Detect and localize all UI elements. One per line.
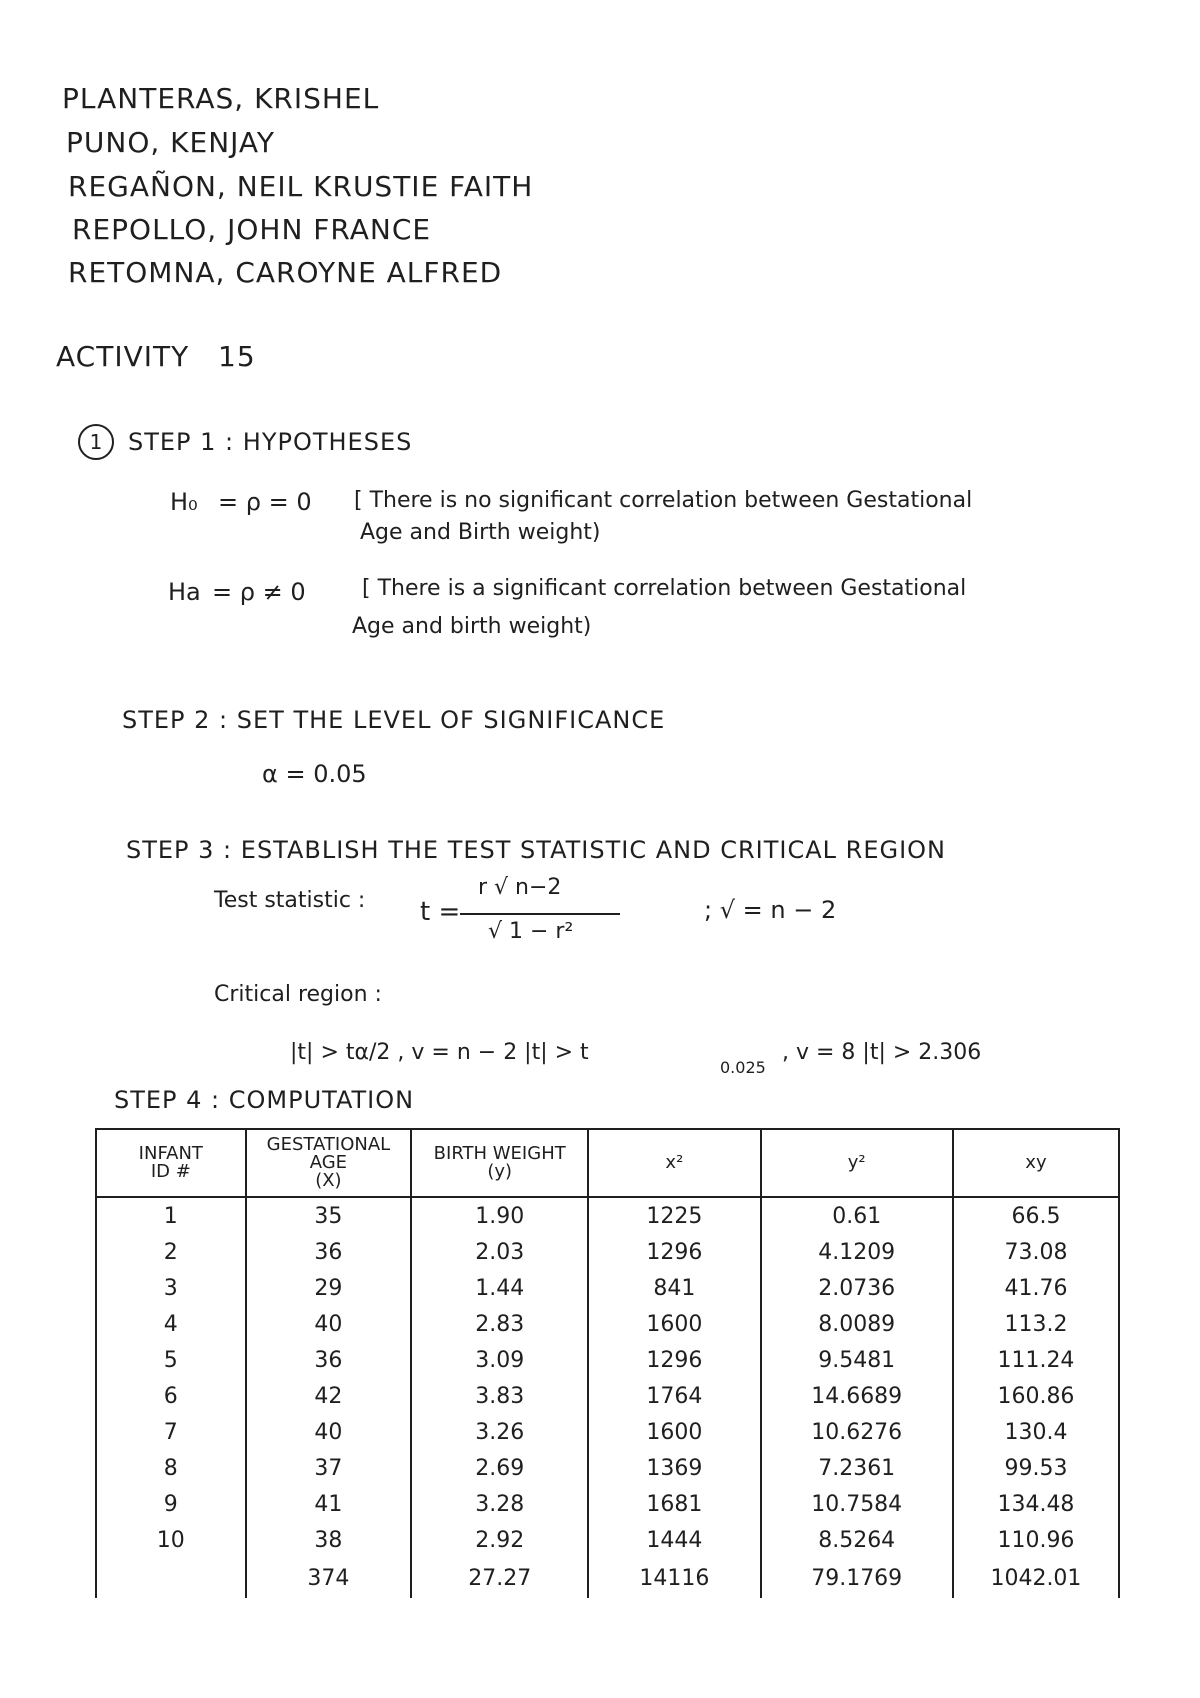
problem-number: 1 bbox=[78, 424, 114, 460]
total-cell: 1042.01 bbox=[953, 1558, 1119, 1598]
table-cell: 134.48 bbox=[953, 1486, 1119, 1522]
group-member-3: REGAÑON, NEIL KRUSTIE FAITH bbox=[68, 170, 534, 203]
table-header-row bbox=[96, 1129, 1119, 1197]
table-cell: 4 bbox=[96, 1306, 246, 1342]
table-row bbox=[96, 1486, 1119, 1522]
ha-equation: = ρ ≠ 0 bbox=[212, 578, 306, 606]
table-cell: 10.7584 bbox=[761, 1486, 953, 1522]
table-cell: 99.53 bbox=[953, 1450, 1119, 1486]
formula-numerator: r √ n−2 bbox=[478, 875, 562, 900]
table-cell: 8.0089 bbox=[761, 1306, 953, 1342]
table-row bbox=[96, 1197, 1119, 1234]
critical-region-value: , v = 8 |t| > 2.306 bbox=[782, 1040, 982, 1065]
table-cell: 2.83 bbox=[411, 1306, 588, 1342]
table-cell: 7.2361 bbox=[761, 1450, 953, 1486]
table-cell: 130.4 bbox=[953, 1414, 1119, 1450]
t-equals: t = bbox=[420, 897, 461, 927]
table-cell: 3.26 bbox=[411, 1414, 588, 1450]
table-cell: 1225 bbox=[588, 1197, 760, 1234]
ha-statement-line1: [ There is a significant correlation between Gestational bbox=[362, 576, 967, 601]
degrees-of-freedom: ; √ = n − 2 bbox=[704, 896, 837, 924]
h0-statement-line1: [ There is no significant correlation between Gestational bbox=[354, 488, 973, 513]
table-cell: 41.76 bbox=[953, 1270, 1119, 1306]
activity-label: ACTIVITY bbox=[56, 340, 190, 373]
table-cell: 73.08 bbox=[953, 1234, 1119, 1270]
col-x-squared: x² bbox=[588, 1129, 760, 1197]
col-y-squared: y² bbox=[761, 1129, 953, 1197]
ha-symbol: Ha bbox=[168, 578, 201, 606]
table-cell: 2 bbox=[96, 1234, 246, 1270]
group-member-1: PLANTERAS, KRISHEL bbox=[62, 82, 380, 115]
table-row bbox=[96, 1234, 1119, 1270]
table-cell: 111.24 bbox=[953, 1342, 1119, 1378]
table-cell: 2.92 bbox=[411, 1522, 588, 1558]
table-cell: 1296 bbox=[588, 1342, 760, 1378]
table-cell: 113.2 bbox=[953, 1306, 1119, 1342]
table-cell: 66.5 bbox=[953, 1197, 1119, 1234]
table-cell: 2.03 bbox=[411, 1234, 588, 1270]
critical-subscript: 0.025 bbox=[720, 1058, 766, 1077]
table-row bbox=[96, 1306, 1119, 1342]
table-cell: 1444 bbox=[588, 1522, 760, 1558]
table-cell: 1369 bbox=[588, 1450, 760, 1486]
table-cell: 42 bbox=[246, 1378, 412, 1414]
table-cell: 1764 bbox=[588, 1378, 760, 1414]
total-cell: 374 bbox=[246, 1558, 412, 1598]
ha-statement-line2: Age and birth weight) bbox=[352, 614, 592, 639]
h0-statement-line2: Age and Birth weight) bbox=[360, 520, 601, 545]
step3-title: STEP 3 : ESTABLISH THE TEST STATISTIC AND CRITICAL REGION bbox=[126, 836, 947, 864]
total-cell: 79.1769 bbox=[761, 1558, 953, 1598]
table-cell: 10.6276 bbox=[761, 1414, 953, 1450]
step4-title: STEP 4 : COMPUTATION bbox=[114, 1086, 415, 1114]
table-cell: 0.61 bbox=[761, 1197, 953, 1234]
h0-equation: = ρ = 0 bbox=[218, 488, 312, 516]
table-cell: 3.09 bbox=[411, 1342, 588, 1378]
table-cell: 110.96 bbox=[953, 1522, 1119, 1558]
table-cell: 3.83 bbox=[411, 1378, 588, 1414]
table-cell: 7 bbox=[96, 1414, 246, 1450]
table-cell: 8.5264 bbox=[761, 1522, 953, 1558]
group-member-5: RETOMNA, CAROYNE ALFRED bbox=[68, 256, 503, 289]
table-cell: 10 bbox=[96, 1522, 246, 1558]
table-cell: 5 bbox=[96, 1342, 246, 1378]
col-infant-id: INFANT ID # bbox=[96, 1129, 246, 1197]
computation-table bbox=[95, 1128, 1120, 1598]
table-cell: 1600 bbox=[588, 1306, 760, 1342]
table-cell: 1.90 bbox=[411, 1197, 588, 1234]
table-row bbox=[96, 1450, 1119, 1486]
table-cell: 6 bbox=[96, 1378, 246, 1414]
table-cell: 38 bbox=[246, 1522, 412, 1558]
col-gestational-age: GESTATIONAL AGE (X) bbox=[246, 1129, 412, 1197]
table-cell: 1296 bbox=[588, 1234, 760, 1270]
table-cell: 40 bbox=[246, 1306, 412, 1342]
table-cell: 1.44 bbox=[411, 1270, 588, 1306]
group-member-2: PUNO, KENJAY bbox=[66, 126, 276, 159]
test-statistic-label: Test statistic : bbox=[214, 888, 366, 913]
formula-denominator: √ 1 − r² bbox=[488, 919, 574, 944]
table-row bbox=[96, 1522, 1119, 1558]
totals-row bbox=[96, 1558, 1119, 1598]
col-birth-weight: BIRTH WEIGHT (y) bbox=[411, 1129, 588, 1197]
activity-number: 15 bbox=[218, 340, 256, 373]
total-cell: 27.27 bbox=[411, 1558, 588, 1598]
table-row bbox=[96, 1342, 1119, 1378]
table-row bbox=[96, 1414, 1119, 1450]
critical-region-rule: |t| > tα/2 , v = n − 2 |t| > t bbox=[290, 1040, 589, 1065]
table-cell: 29 bbox=[246, 1270, 412, 1306]
table-cell: 40 bbox=[246, 1414, 412, 1450]
total-cell: 14116 bbox=[588, 1558, 760, 1598]
table-cell: 1681 bbox=[588, 1486, 760, 1522]
table-row bbox=[96, 1378, 1119, 1414]
col-xy: xy bbox=[953, 1129, 1119, 1197]
table-cell: 3 bbox=[96, 1270, 246, 1306]
step2-title: STEP 2 : SET THE LEVEL OF SIGNIFICANCE bbox=[122, 706, 666, 734]
table-cell: 160.86 bbox=[953, 1378, 1119, 1414]
table-cell: 8 bbox=[96, 1450, 246, 1486]
table-cell: 36 bbox=[246, 1342, 412, 1378]
table-cell: 2.0736 bbox=[761, 1270, 953, 1306]
table-cell: 37 bbox=[246, 1450, 412, 1486]
table-cell: 9 bbox=[96, 1486, 246, 1522]
table-cell: 1600 bbox=[588, 1414, 760, 1450]
h0-symbol: H₀ bbox=[170, 488, 198, 516]
total-cell bbox=[96, 1558, 246, 1598]
table-cell: 1 bbox=[96, 1197, 246, 1234]
table-cell: 4.1209 bbox=[761, 1234, 953, 1270]
table-cell: 2.69 bbox=[411, 1450, 588, 1486]
table-cell: 3.28 bbox=[411, 1486, 588, 1522]
table-cell: 9.5481 bbox=[761, 1342, 953, 1378]
table-cell: 41 bbox=[246, 1486, 412, 1522]
alpha-value: α = 0.05 bbox=[262, 760, 367, 788]
table-cell: 841 bbox=[588, 1270, 760, 1306]
critical-region-label: Critical region : bbox=[214, 982, 382, 1007]
t-statistic-formula bbox=[420, 875, 680, 955]
table-row bbox=[96, 1270, 1119, 1306]
fraction-bar bbox=[460, 913, 620, 915]
table-cell: 14.6689 bbox=[761, 1378, 953, 1414]
table-cell: 35 bbox=[246, 1197, 412, 1234]
step1-title: STEP 1 : HYPOTHESES bbox=[128, 428, 413, 456]
table-cell: 36 bbox=[246, 1234, 412, 1270]
group-member-4: REPOLLO, JOHN FRANCE bbox=[72, 213, 432, 246]
